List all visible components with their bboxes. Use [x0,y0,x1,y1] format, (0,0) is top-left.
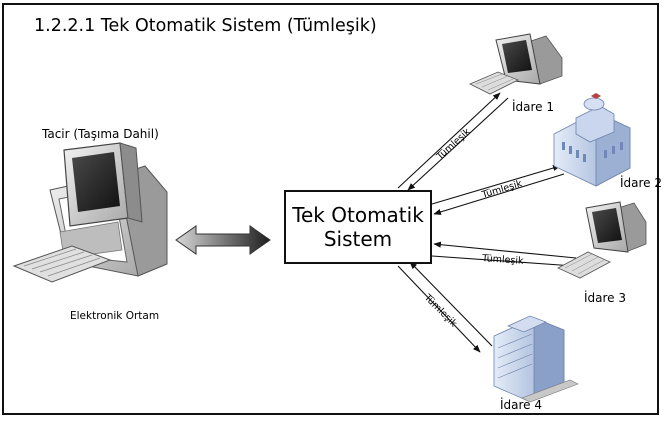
diagram-title: 1.2.2.1 Tek Otomatik Sistem (Tümleşik) [34,16,377,36]
central-system-label: Tek Otomatik Sistem [292,203,424,251]
admin-2-label: İdare 2 [620,176,663,190]
merchant-computer-icon [14,143,167,282]
admin-3-computer-icon [558,202,646,278]
merchant-label: Tacir (Taşıma Dahil) [42,127,159,141]
admin-3-label: İdare 3 [584,291,627,305]
bidirectional-arrow-icon [176,226,270,254]
connection-label-1: Tümleşik [434,126,473,163]
admin-4-office-building-icon [494,316,578,402]
connection-label-3: Tümleşik [481,253,524,267]
connection-label-2: Tümleşik [480,178,524,201]
central-system-box [284,190,432,264]
connection-label-4: Tümleşik [421,292,459,330]
admin-2-government-building-icon [554,93,630,186]
admin-1-label: İdare 1 [512,100,555,114]
admin-4-label: İdare 4 [500,398,543,412]
admin-1-computer-icon [470,34,562,94]
electronic-environment-label: Elektronik Ortam [70,310,160,322]
